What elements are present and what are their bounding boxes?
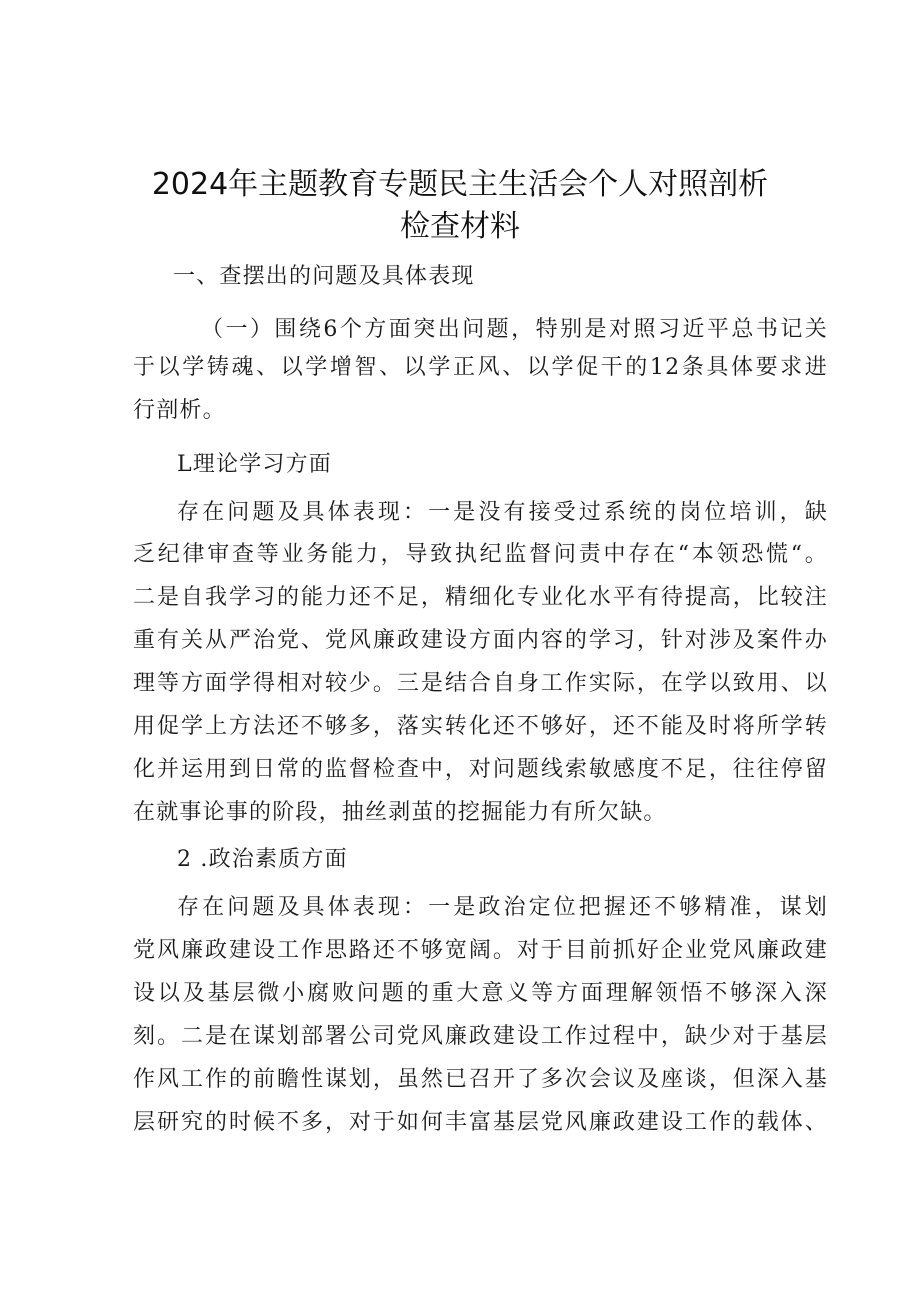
section-1-line-1: 存在问题及具体表现：一是没有接受过系统的岗位培训，缺	[177, 500, 828, 525]
section-2-line-6: 层研究的时候不多，对于如何丰富基层党风廉政建设工作的载体、	[133, 1110, 828, 1135]
section-2-line-5: 作风工作的前瞻性谋划，虽然已召开了多次会议及座谈，但深入基	[133, 1067, 828, 1092]
section-1-line-7: 化并运用到日常的监督检查中，对问题线索敏感度不足，往往停留	[133, 757, 828, 782]
section-1-title: L理论学习方面	[177, 452, 333, 477]
heading-1-sub-line-2: 于以学铸魂、以学增智、以学正风、以学促干的12条具体要求进	[133, 355, 828, 380]
section-1-line-4: 重有关从严治党、党风廉政建设方面内容的学习，针对涉及案件办	[133, 628, 828, 653]
heading-1-sub-line-3: 行剖析。	[133, 398, 226, 423]
section-2-title: 2 .政治素质方面	[177, 847, 348, 872]
section-2-line-4: 刻。二是在谋划部署公司党风廉政建设工作过程中，缺少对于基层	[133, 1024, 828, 1049]
document-title-line-2: 检查材料	[400, 209, 520, 244]
section-1-line-2: 乏纪律审查等业务能力，导致执纪监督问责中存在“本领恐慌“。	[133, 542, 828, 567]
section-2-line-1: 存在问题及具体表现：一是政治定位把握还不够精准，谋划	[177, 895, 828, 920]
section-1-line-6: 用促学上方法还不够多，落实转化还不够好，还不能及时将所学转	[133, 714, 828, 739]
heading-1: 一、查摆出的问题及具体表现	[173, 264, 475, 289]
section-1-line-3: 二是自我学习的能力还不足，精细化专业化水平有待提高，比较注	[133, 585, 828, 610]
section-1-line-8: 在就事论事的阶段，抽丝剥茧的挖掘能力有所欠缺。	[133, 800, 667, 825]
heading-1-sub-line-1: （一）围绕6个方面突出问题，特别是对照习近平总书记关	[201, 317, 828, 342]
section-2-line-3: 设以及基层微小腐败问题的重大意义等方面理解领悟不够深入深	[133, 981, 828, 1006]
section-2-line-2: 党风廉政建设工作思路还不够宽阔。对于目前抓好企业党风廉政建	[133, 938, 828, 963]
document-title-line-1: 2024年主题教育专题民主生活会个人对照剖析	[151, 167, 769, 202]
section-1-line-5: 理等方面学得相对较少。三是结合自身工作实际，在学以致用、以	[133, 671, 828, 696]
